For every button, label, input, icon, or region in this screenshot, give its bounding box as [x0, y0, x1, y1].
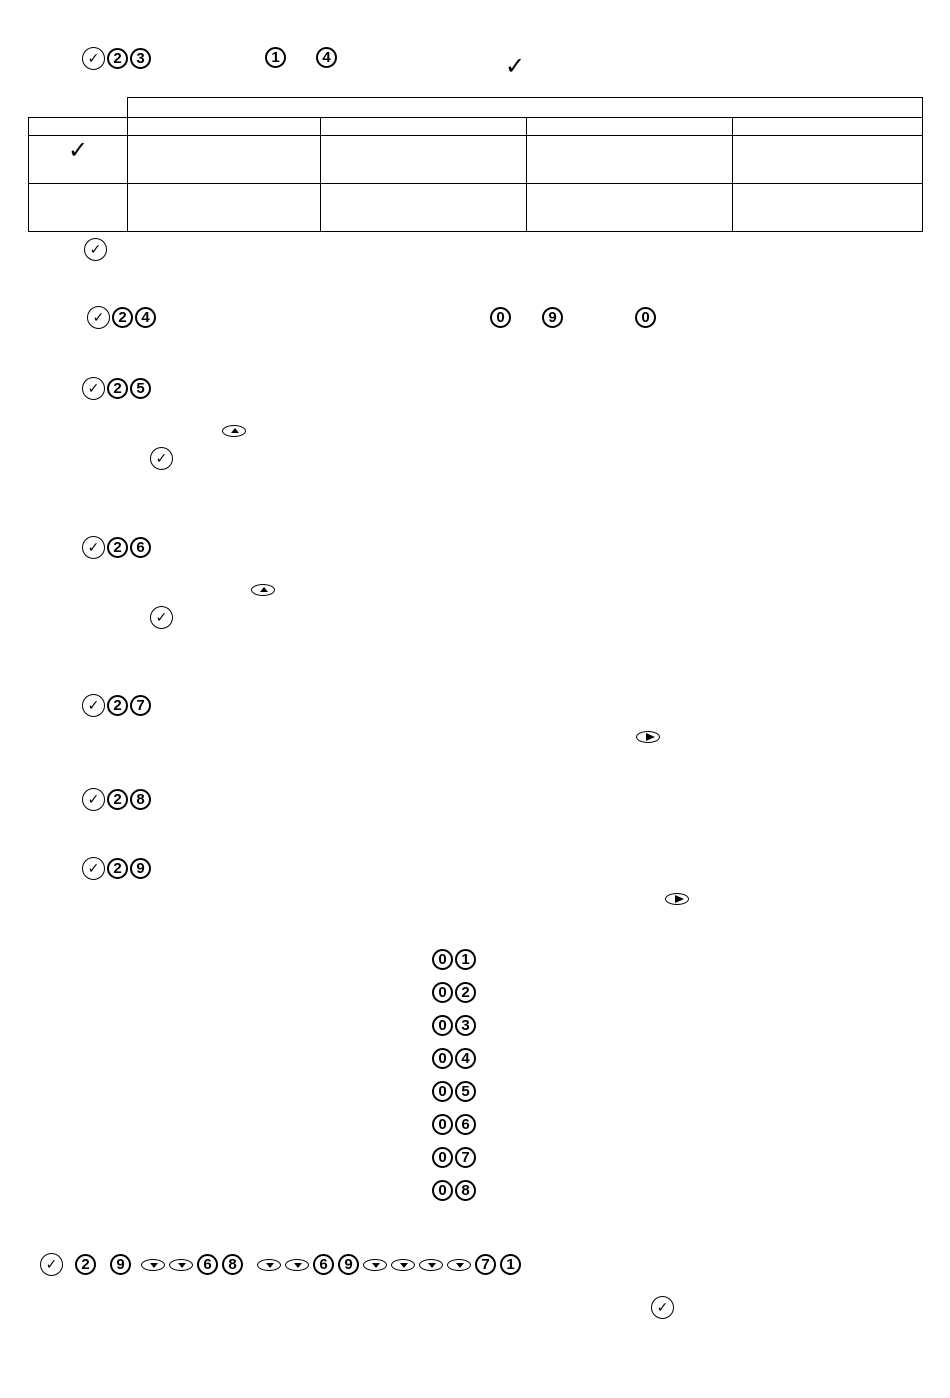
example-key-sequence [40, 1253, 521, 1276]
down-arrow-key-icon [257, 1259, 281, 1271]
up-arrow-key-icon [222, 425, 246, 437]
down-arrow-key-icon [141, 1259, 165, 1271]
row-mark-cell [29, 184, 128, 232]
table-group-header [128, 98, 923, 118]
right-arrow-key-icon [665, 893, 689, 905]
code-list [432, 949, 476, 1201]
instruction-223 [82, 47, 151, 70]
digit-key: 0 [432, 1048, 453, 1069]
ok-key-icon: ✓ [82, 536, 105, 559]
digit-key: 0 [432, 1147, 453, 1168]
down-arrow-key-icon [391, 1259, 415, 1271]
code-item [432, 982, 476, 1003]
ok-key-icon: ✓ [40, 1253, 63, 1276]
digit-key: 2 [107, 789, 128, 810]
digit-key: 0 [432, 1081, 453, 1102]
table-corner [29, 98, 128, 118]
digit-key: 2 [75, 1254, 96, 1275]
instruction-224 [87, 306, 156, 329]
digit-key: 4 [316, 47, 337, 68]
table-cell [733, 136, 923, 184]
down-arrow-key-icon [447, 1259, 471, 1271]
digit-key: 0 [432, 1114, 453, 1135]
code-item [432, 1081, 476, 1102]
table-cell [733, 184, 923, 232]
digit-key: 2 [107, 695, 128, 716]
instruction-226 [82, 536, 151, 559]
table-header-cell [527, 118, 733, 136]
ok-key-icon: ✓ [82, 788, 105, 811]
up-arrow-key-icon [251, 584, 275, 596]
digit-key: 2 [107, 48, 128, 69]
ok-key-icon: ✓ [87, 306, 110, 329]
digit-key: 0 [490, 307, 511, 328]
digit-key: 5 [130, 378, 151, 399]
digit-key: 2 [112, 307, 133, 328]
table-header-cell [321, 118, 527, 136]
digit-key: 2 [107, 378, 128, 399]
ok-key-icon: ✓ [84, 238, 107, 261]
digit-key: 0 [635, 307, 656, 328]
digit-key: 0 [432, 1015, 453, 1036]
digit-key: 9 [542, 307, 563, 328]
digit-key: 9 [110, 1254, 131, 1275]
ok-key-icon: ✓ [651, 1296, 674, 1319]
ok-key-icon: ✓ [82, 694, 105, 717]
digit-key: 0 [432, 1180, 453, 1201]
option-keys [265, 47, 337, 68]
digit-key: 8 [130, 789, 151, 810]
table-row [29, 184, 923, 232]
code-item [432, 1048, 476, 1069]
instruction-225 [82, 377, 151, 400]
digit-key: 4 [455, 1048, 476, 1069]
table-cell [527, 184, 733, 232]
down-arrow-key-icon [285, 1259, 309, 1271]
digit-key: 2 [107, 537, 128, 558]
code-item [432, 1180, 476, 1201]
down-arrow-key-icon [363, 1259, 387, 1271]
ok-key-icon: ✓ [82, 47, 105, 70]
digit-key: 3 [455, 1015, 476, 1036]
table-cell [321, 136, 527, 184]
digit-key: 2 [455, 982, 476, 1003]
digit-key: 2 [107, 858, 128, 879]
digit-key: 6 [197, 1254, 218, 1275]
option-table [28, 97, 923, 232]
down-arrow-key-icon [169, 1259, 193, 1271]
instruction-229 [82, 857, 151, 880]
instruction-228 [82, 788, 151, 811]
code-item [432, 1015, 476, 1036]
code-item [432, 1147, 476, 1168]
table-header-cell [733, 118, 923, 136]
down-arrow-key-icon [419, 1259, 443, 1271]
row-mark-cell [29, 136, 128, 184]
ok-key-icon: ✓ [82, 377, 105, 400]
digit-key: 4 [135, 307, 156, 328]
digit-key: 9 [338, 1254, 359, 1275]
table-header-cell [128, 118, 321, 136]
table-cell [527, 136, 733, 184]
ok-key-icon: ✓ [82, 857, 105, 880]
table-header-cell [29, 118, 128, 136]
digit-key: 3 [130, 48, 151, 69]
digit-key: 1 [265, 47, 286, 68]
digit-key: 0 [432, 982, 453, 1003]
table-cell [128, 136, 321, 184]
digit-key: 0 [432, 949, 453, 970]
ok-key-icon: ✓ [150, 447, 173, 470]
digit-key: 1 [455, 949, 476, 970]
digit-key: 6 [313, 1254, 334, 1275]
ok-key-icon: ✓ [150, 606, 173, 629]
digit-key: 7 [475, 1254, 496, 1275]
digit-key: 6 [455, 1114, 476, 1135]
table-row [29, 136, 923, 184]
digit-key: 8 [222, 1254, 243, 1275]
digit-key: 5 [455, 1081, 476, 1102]
code-item [432, 949, 476, 970]
right-arrow-key-icon [636, 731, 660, 743]
table-cell [321, 184, 527, 232]
table-cell [128, 184, 321, 232]
digit-key: 1 [500, 1254, 521, 1275]
instruction-227 [82, 694, 151, 717]
digit-key: 8 [455, 1180, 476, 1201]
digit-key: 9 [130, 858, 151, 879]
check-mark-icon: ✓ [505, 52, 526, 80]
code-item [432, 1114, 476, 1135]
check-mark-icon: ✓ [67, 136, 89, 164]
digit-key: 6 [130, 537, 151, 558]
digit-key: 7 [455, 1147, 476, 1168]
digit-key: 7 [130, 695, 151, 716]
